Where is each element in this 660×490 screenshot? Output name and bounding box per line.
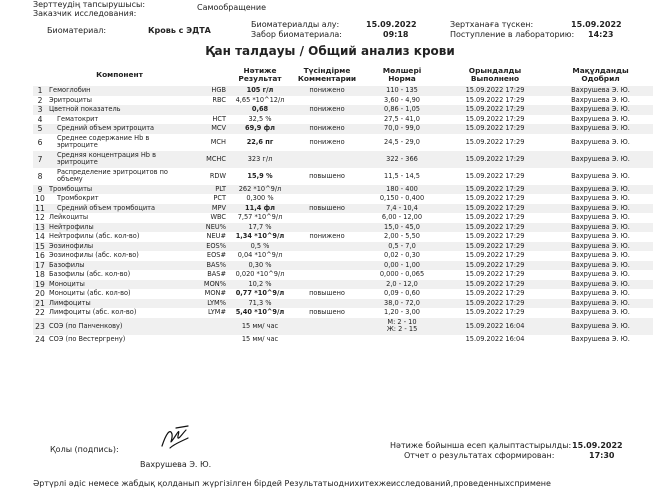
table-row <box>33 335 653 345</box>
comment: повышено <box>309 171 345 180</box>
lab-date: 15.09.2022 <box>571 20 622 29</box>
component-name: Базофилы (абс. кол-во) <box>49 270 131 279</box>
lab-label-ru: Поступление в лабораторию: <box>450 30 575 39</box>
comment <box>292 223 362 233</box>
norm-range: 0,150 - 0,400 <box>379 194 425 203</box>
row-number: 11 <box>33 204 47 214</box>
norm-range: 110 - 135 <box>362 86 442 96</box>
component-code: HCT <box>212 114 226 123</box>
result-value: 0,5 % <box>228 242 292 252</box>
table-row <box>33 308 653 318</box>
norm-range: 0,02 - 0,30 <box>384 251 420 260</box>
result-value: 69,9 фл <box>228 124 292 134</box>
comment <box>292 96 362 106</box>
comment <box>292 335 362 345</box>
row-number: 15 <box>33 242 47 252</box>
result-value: 71,3 % <box>228 299 292 309</box>
table-row <box>33 105 653 115</box>
comment <box>292 151 362 168</box>
collect-time: 09:18 <box>383 30 409 39</box>
approved-by: Вахрушева Э. Ю. <box>571 95 630 104</box>
comment: повышено <box>292 204 362 214</box>
approved-by: Вахрушева Э. Ю. <box>548 86 653 96</box>
approved-by: Вахрушева Э. Ю. <box>548 261 653 271</box>
table-row <box>33 223 653 233</box>
table-row <box>33 270 653 280</box>
result-value: 15 мм/ час <box>241 334 279 343</box>
table-row <box>33 124 653 134</box>
row-number: 19 <box>33 280 47 290</box>
norm-range: 38,0 - 72,0 <box>362 299 442 309</box>
comment <box>292 242 362 252</box>
col-done: Орындалды Выполнено <box>468 66 522 83</box>
comment <box>292 213 362 223</box>
referrer-label-kk: Зерттеудің тапсырушысы: <box>33 0 146 9</box>
component-code: LYM# <box>207 308 226 317</box>
component-code: EOS# <box>206 251 226 260</box>
result-value: 105 г/л <box>228 86 292 96</box>
row-number: 23 <box>33 318 47 335</box>
norm-range: 2,00 - 5,50 <box>384 232 420 241</box>
result-value: 32,5 % <box>248 114 272 123</box>
row-number: 1 <box>33 86 47 96</box>
result-value: 4,65 *10^12/л <box>235 95 285 104</box>
row-number: 4 <box>37 114 43 124</box>
component-name: СОЭ (по Вестергрену) <box>49 334 126 343</box>
component-name: Средний объем тромбоцита <box>47 204 192 214</box>
comment <box>292 270 362 280</box>
row-number: 7 <box>33 151 47 168</box>
table-row <box>33 318 653 335</box>
table-row <box>33 86 653 96</box>
done-date: 15.09.2022 16:04 <box>465 334 525 343</box>
norm-range: 322 - 366 <box>362 151 442 168</box>
approved-by: Вахрушева Э. Ю. <box>571 251 630 260</box>
component-code: WBC <box>210 213 226 222</box>
approved-by: Вахрушева Э. Ю. <box>571 232 630 241</box>
lab-label-kk: Зертханаға түскен: <box>450 20 534 29</box>
result-value: 7,57 *10^9/л <box>237 213 283 222</box>
done-date: 15.09.2022 17:29 <box>442 242 548 252</box>
component-name: СОЭ (по Панченкову) <box>47 318 192 335</box>
approved-by: Вахрушева Э. Ю. <box>548 105 653 115</box>
approved-by: Вахрушева Э. Ю. <box>571 270 630 279</box>
approved-by: Вахрушева Э. Ю. <box>571 213 630 222</box>
done-date: 15.09.2022 17:29 <box>442 86 548 96</box>
signature-image <box>158 424 192 452</box>
row-number: 17 <box>33 261 47 271</box>
comment: понижено <box>292 86 362 96</box>
approved-by: Вахрушева Э. Ю. <box>548 280 653 290</box>
row-number: 13 <box>33 223 47 233</box>
approved-by: Вахрушева Э. Ю. <box>548 299 653 309</box>
component-code <box>192 335 228 345</box>
approved-by: Вахрушева Э. Ю. <box>571 137 630 146</box>
row-number: 18 <box>35 270 45 280</box>
norm-range: 0,00 - 1,00 <box>362 261 442 271</box>
norm-range: 70,0 - 99,0 <box>362 124 442 134</box>
col-norm: Мөлшері Норма <box>382 66 422 83</box>
component-name: Средняя концентрация Hb в эритроците <box>47 151 192 168</box>
row-number: 21 <box>33 299 47 309</box>
biomaterial-value: Кровь с ЭДТА <box>148 26 211 35</box>
approved-by: Вахрушева Э. Ю. <box>571 194 630 203</box>
result-value: 0,77 *10^9/л <box>235 289 285 298</box>
result-value: 11,4 фл <box>228 204 292 214</box>
norm-range <box>362 335 442 345</box>
biomaterial-label: Биоматериал: <box>47 26 107 35</box>
comment: понижено <box>292 124 362 134</box>
result-value: 22,6 пг <box>246 137 274 146</box>
formed-label-kk: Нәтиже бойынша есеп қалыптастырылды: <box>390 441 572 450</box>
row-number: 10 <box>35 194 45 204</box>
component-name: Тромбоциты <box>47 185 192 195</box>
done-date: 15.09.2022 17:29 <box>465 289 525 298</box>
comment <box>292 318 362 335</box>
done-date: 15.09.2022 17:29 <box>465 270 525 279</box>
table-row <box>33 299 653 309</box>
norm-range: 180 - 400 <box>362 185 442 195</box>
component-code: MON# <box>204 289 226 298</box>
comment <box>292 115 362 125</box>
comment: понижено <box>309 232 345 241</box>
table-row <box>33 134 653 151</box>
result-value: 15 мм/ час <box>228 318 292 335</box>
results-table <box>33 64 653 344</box>
formed-label-ru: Отчет о результатах сформирован: <box>404 451 555 460</box>
done-date: 15.09.2022 17:29 <box>442 105 548 115</box>
approved-by: Вахрушева Э. Ю. <box>548 124 653 134</box>
norm-range: 6,00 - 12,00 <box>381 213 423 222</box>
approved-by: Вахрушева Э. Ю. <box>548 185 653 195</box>
done-date: 15.09.2022 17:29 <box>465 213 525 222</box>
component-code: PLT <box>192 185 228 195</box>
comment: повышено <box>309 289 345 298</box>
component-code: NEU# <box>206 232 226 241</box>
component-code <box>192 318 228 335</box>
row-number: 2 <box>37 95 43 105</box>
component-name: Гемоглобин <box>47 86 192 96</box>
row-number: 12 <box>35 213 45 223</box>
component-code: MPV <box>192 204 228 214</box>
disclaimer-text: Әртүрлі әдіс немесе жабдық қолданып жүргізілген бірдей Результатыоднихитехжеисследований,проведенныхспримене <box>33 479 551 488</box>
row-number: 24 <box>35 334 45 344</box>
row-number: 3 <box>33 105 47 115</box>
table-row <box>33 232 653 242</box>
table-row <box>33 96 653 106</box>
col-approved: Мақұлданды Одобрил <box>572 66 629 83</box>
approved-by: Вахрушева Э. Ю. <box>571 289 630 298</box>
result-value: 5,40 *10^9/л <box>235 308 285 317</box>
comment <box>292 280 362 290</box>
table-row <box>33 242 653 252</box>
component-name: Моноциты <box>47 280 192 290</box>
done-date: 15.09.2022 17:29 <box>442 151 548 168</box>
col-result: Нәтиже Результат <box>238 66 282 83</box>
approved-by: Вахрушева Э. Ю. <box>571 334 630 343</box>
component-name: Лимфоциты <box>47 299 192 309</box>
comment <box>292 251 362 261</box>
comment <box>292 194 362 204</box>
approved-by: Вахрушева Э. Ю. <box>548 151 653 168</box>
component-code: NEU% <box>192 223 228 233</box>
result-value: 0,300 % <box>246 194 274 203</box>
collect-date: 15.09.2022 <box>366 20 417 29</box>
result-value: 17,7 % <box>228 223 292 233</box>
component-name: Нейтрофилы <box>47 223 192 233</box>
norm-range: 2,0 - 12,0 <box>362 280 442 290</box>
done-date: 15.09.2022 17:29 <box>442 280 548 290</box>
col-component: Компонент <box>96 70 143 79</box>
approved-by: Вахрушева Э. Ю. <box>548 242 653 252</box>
component-code: BAS% <box>192 261 228 271</box>
norm-range: 15,0 - 45,0 <box>362 223 442 233</box>
formed-date: 15.09.2022 <box>572 441 623 450</box>
norm-range: 1,20 - 3,00 <box>384 308 420 317</box>
approved-by: Вахрушева Э. Ю. <box>548 204 653 214</box>
comment: понижено <box>292 105 362 115</box>
done-date: 15.09.2022 17:29 <box>465 194 525 203</box>
norm-range: 27,5 - 41,0 <box>384 114 420 123</box>
component-name: Распределение эритроцитов по объему <box>57 168 168 183</box>
row-number: 14 <box>35 232 45 242</box>
component-name: Гематокрит <box>57 114 99 123</box>
collect-label-ru: Забор биоматериала: <box>251 30 342 39</box>
done-date: 15.09.2022 17:29 <box>442 261 548 271</box>
comment <box>292 185 362 195</box>
approved-by: Вахрушева Э. Ю. <box>571 114 630 123</box>
done-date: 15.09.2022 17:29 <box>442 204 548 214</box>
table-row <box>33 194 653 204</box>
result-value: 1,34 *10^9/л <box>235 232 285 241</box>
approved-by: Вахрушева Э. Ю. <box>548 223 653 233</box>
signature-label: Қолы (подпись): <box>50 445 119 454</box>
component-code: MCH <box>210 137 226 146</box>
result-value: 0,04 *10^9/л <box>237 251 283 260</box>
done-date: 15.09.2022 17:29 <box>465 232 525 241</box>
done-date: 15.09.2022 17:29 <box>465 95 525 104</box>
component-name: Моноциты (абс. кол-во) <box>49 289 131 298</box>
component-name: Среднее содержание Hb в эритроците <box>57 134 150 149</box>
table-row <box>33 151 653 168</box>
component-code: PCT <box>213 194 226 203</box>
norm-range: М: 2 - 10 Ж: 2 - 15 <box>362 318 442 335</box>
component-name: Эритроциты <box>49 95 92 104</box>
component-code: RBC <box>212 95 226 104</box>
norm-range: 0,09 - 0,60 <box>384 289 420 298</box>
done-date: 15.09.2022 17:29 <box>442 223 548 233</box>
row-number: 16 <box>35 251 45 261</box>
approved-by: Вахрушева Э. Ю. <box>571 308 630 317</box>
result-value: 262 *10^9/л <box>228 185 292 195</box>
table-row <box>33 261 653 271</box>
norm-range: 11,5 - 14,5 <box>384 171 420 180</box>
table-row <box>33 289 653 299</box>
done-date: 15.09.2022 17:29 <box>442 185 548 195</box>
component-name: Средний объем эритроцита <box>47 124 192 134</box>
comment <box>292 299 362 309</box>
result-value: 323 г/л <box>228 151 292 168</box>
component-code: BAS# <box>207 270 226 279</box>
component-name: Тромбокрит <box>57 194 99 203</box>
table-row <box>33 168 653 185</box>
result-value: 10,2 % <box>228 280 292 290</box>
component-code: RDW <box>209 171 226 180</box>
component-name: Эозинофилы (абс. кол-во) <box>49 251 139 260</box>
row-number: 8 <box>37 171 43 181</box>
approved-by: Вахрушева Э. Ю. <box>571 171 630 180</box>
done-date: 15.09.2022 17:29 <box>442 299 548 309</box>
table-row <box>33 185 653 195</box>
result-value: 0,30 % <box>228 261 292 271</box>
done-date: 15.09.2022 16:04 <box>442 318 548 335</box>
referrer-value: Самообращение <box>197 3 267 12</box>
done-date: 15.09.2022 17:29 <box>465 137 525 146</box>
signer-name: Вахрушева Э. Ю. <box>140 460 212 469</box>
page-title: Қан талдауы / Общий анализ крови <box>205 44 455 58</box>
result-value: 0,68 <box>228 105 292 115</box>
done-date: 15.09.2022 17:29 <box>465 171 525 180</box>
component-code: EOS% <box>192 242 228 252</box>
component-name: Лимфоциты (абс. кол-во) <box>49 308 137 317</box>
approved-by: Вахрушева Э. Ю. <box>548 318 653 335</box>
result-value: 0,020 *10^9/л <box>235 270 285 279</box>
col-comment: Түсіндірме Комментарии <box>297 66 357 83</box>
row-number: 22 <box>35 308 45 318</box>
referrer-label-ru: Заказчик исследования: <box>33 9 137 18</box>
row-number: 9 <box>33 185 47 195</box>
component-code: LYM% <box>192 299 228 309</box>
table-row <box>33 251 653 261</box>
row-number: 5 <box>33 124 47 134</box>
component-name: Эозинофилы <box>47 242 192 252</box>
component-name: Лейкоциты <box>49 213 89 222</box>
component-name: Нейтрофилы (абс. кол-во) <box>49 232 140 241</box>
table-row <box>33 280 653 290</box>
done-date: 15.09.2022 17:29 <box>465 308 525 317</box>
row-number: 20 <box>35 289 45 299</box>
component-name: Цветной показатель <box>47 105 192 115</box>
component-code: HGB <box>192 86 228 96</box>
done-date: 15.09.2022 17:29 <box>442 124 548 134</box>
component-name: Базофилы <box>47 261 192 271</box>
component-code: MCV <box>192 124 228 134</box>
result-value: 15,9 % <box>247 171 273 180</box>
component-code: MON% <box>192 280 228 290</box>
comment <box>292 261 362 271</box>
collect-label-kk: Биоматериалды алу: <box>251 20 340 29</box>
row-number: 6 <box>37 137 43 147</box>
table-row <box>33 115 653 125</box>
norm-range: 0,000 - 0,065 <box>379 270 425 279</box>
lab-time: 14:23 <box>588 30 614 39</box>
table-row <box>33 213 653 223</box>
component-code: MCHC <box>192 151 228 168</box>
norm-range: 0,5 - 7,0 <box>362 242 442 252</box>
norm-range: 24,5 - 29,0 <box>384 137 420 146</box>
norm-range: 7,4 - 10,4 <box>362 204 442 214</box>
norm-range: 0,86 - 1,05 <box>362 105 442 115</box>
table-header-row <box>33 64 653 86</box>
done-date: 15.09.2022 17:29 <box>465 251 525 260</box>
table-row <box>33 204 653 214</box>
comment: понижено <box>309 137 345 146</box>
norm-range: 3,60 - 4,90 <box>384 95 420 104</box>
component-code <box>192 105 228 115</box>
done-date: 15.09.2022 17:29 <box>465 114 525 123</box>
comment: повышено <box>309 308 345 317</box>
formed-time: 17:30 <box>589 451 615 460</box>
